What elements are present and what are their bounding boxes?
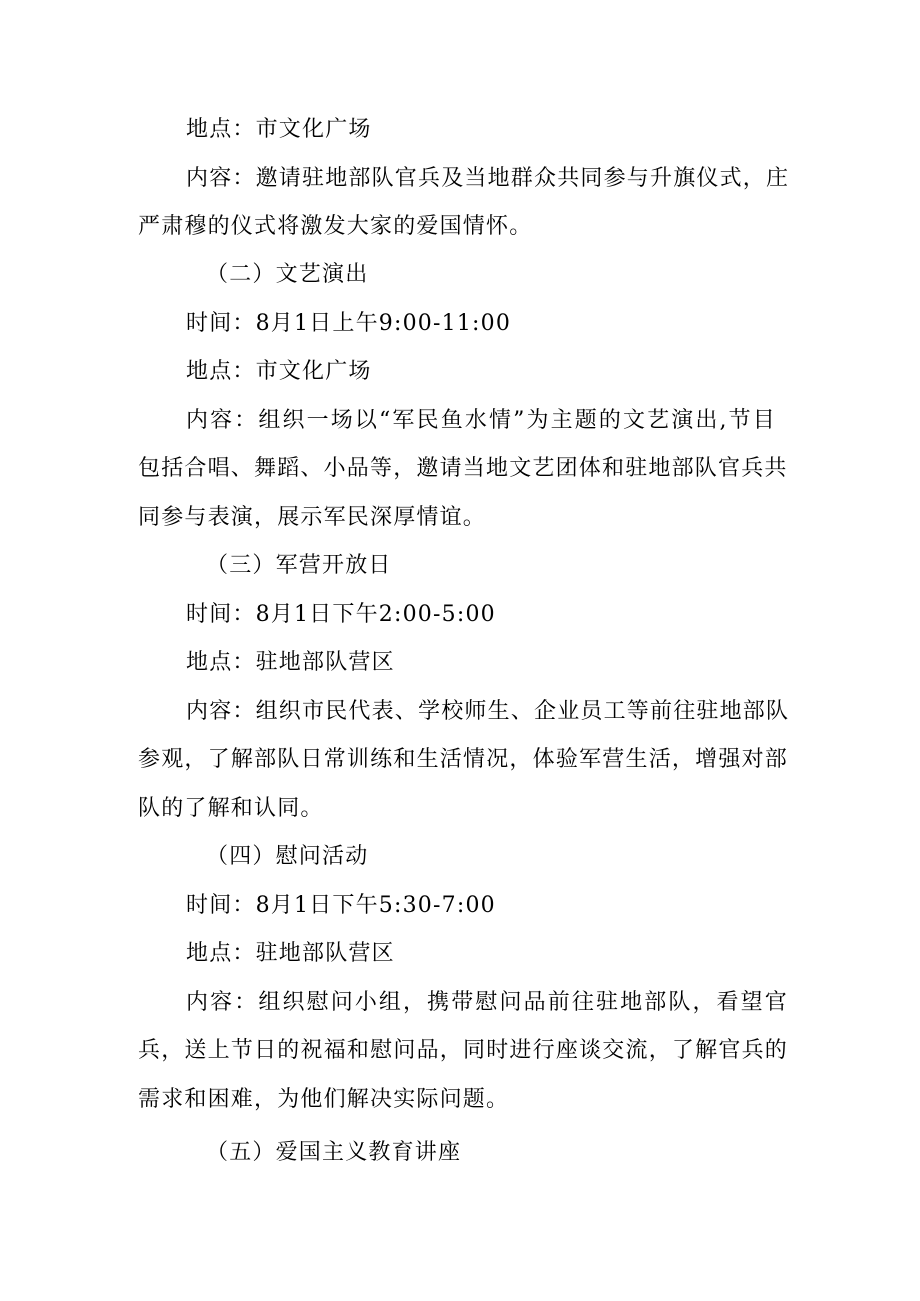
paragraph-content-line: 内容：组织市民代表、学校师生、企业员工等前往驻地部队 [186,699,790,724]
paragraph-content-line: 包括合唱、舞蹈、小品等，邀请当地文艺团体和驻地部队官兵共 [138,456,788,481]
paragraph-content-line: 同参与表演，展示军民深厚情谊。 [138,505,487,530]
paragraph-time: 时间：8月1日上午9:00-11:00 [186,311,512,336]
paragraph-content-line: 内容：邀请驻地部队官兵及当地群众共同参与升旗仪式，庄 [186,166,790,191]
paragraph-content-line: 参观，了解部队日常训练和生活情况，体验军营生活，增强对部 [138,747,788,772]
section-heading: （四）慰问活动 [206,844,369,869]
paragraph-content-line: 兵，送上节日的祝福和慰问品，同时进行座谈交流，了解官兵的 [138,1038,788,1063]
paragraph-location: 地点：驻地部队营区 [186,650,395,675]
paragraph-content-line: 严肃穆的仪式将激发大家的爱国情怀。 [138,214,533,239]
section-heading: （三）军营开放日 [206,553,392,578]
paragraph-time: 时间：8月1日下午2:00-5:00 [186,602,496,627]
section-heading: （二）文艺演出 [206,262,369,287]
paragraph-location: 地点：驻地部队营区 [186,941,395,966]
paragraph-time: 时间：8月1日下午5:30-7:00 [186,893,496,918]
paragraph-content-line: 内容：组织慰问小组，携带慰问品前往驻地部队，看望官 [186,990,788,1015]
paragraph-content-line: 内容：组织一场以“军民鱼水情”为主题的文艺演出,节目 [186,408,776,433]
paragraph-content-line: 队的了解和认同。 [138,796,324,821]
section-heading: （五）爱国主义教育讲座 [206,1140,462,1165]
paragraph-location: 地点：市文化广场 [186,117,372,142]
paragraph-content-line: 需求和困难，为他们解决实际问题。 [138,1087,510,1112]
paragraph-location: 地点：市文化广场 [186,359,372,384]
